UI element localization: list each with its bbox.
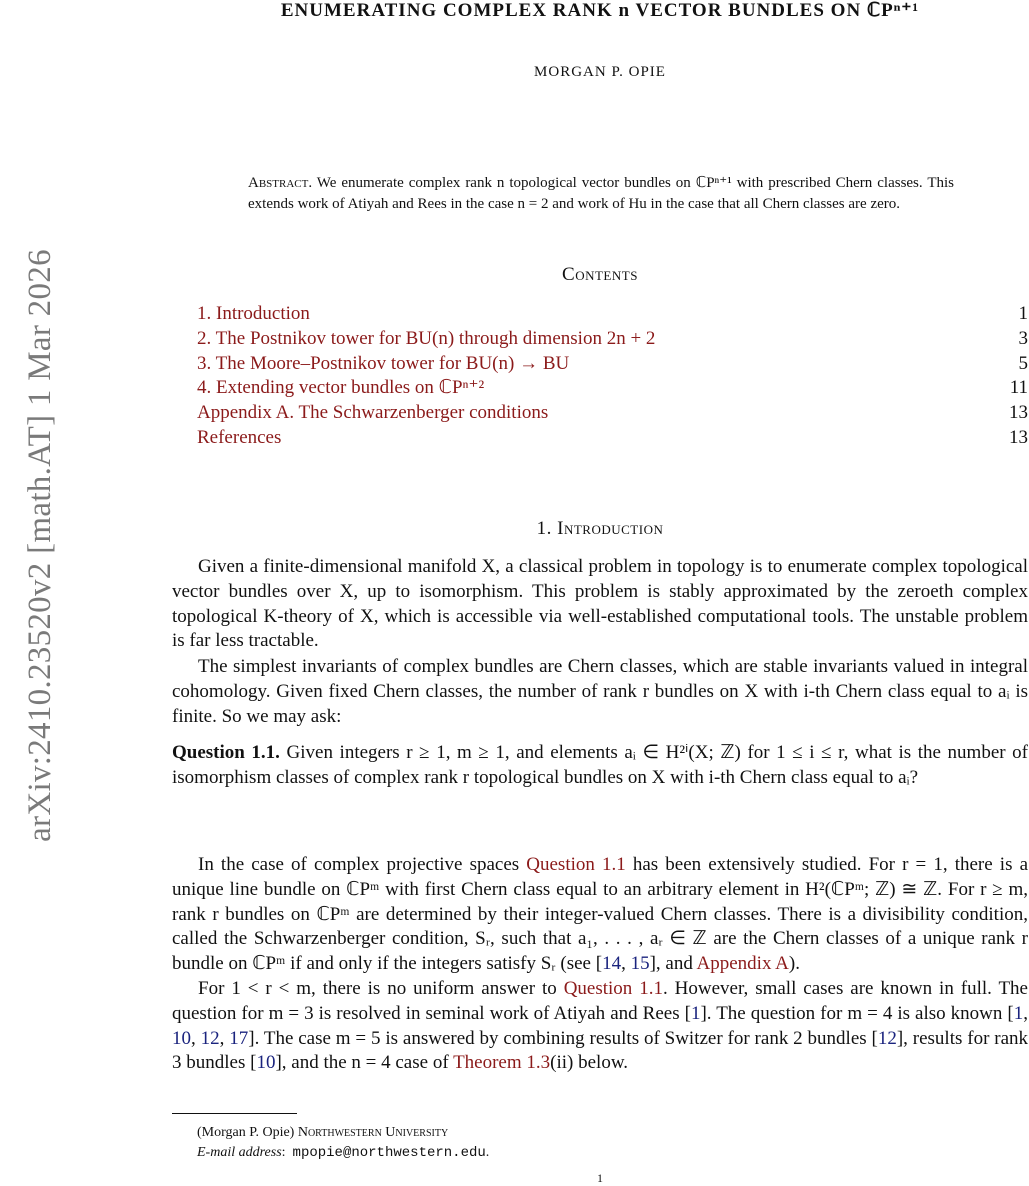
- toc-link[interactable]: 1. Introduction: [197, 303, 310, 324]
- question-ref-link[interactable]: Question 1.1: [526, 854, 626, 875]
- toc-item[interactable]: [197, 376, 1028, 401]
- arxiv-id: arXiv:2410.23520v2 [math.AT] 1 Mar 2026: [21, 248, 58, 842]
- question-ref-link[interactable]: Question 1.1: [563, 978, 663, 999]
- question-label: Question 1.1.: [172, 742, 280, 763]
- toc-item[interactable]: [197, 302, 1028, 327]
- citation-link[interactable]: 1: [1013, 1002, 1024, 1024]
- toc-link[interactable]: 3. The Moore–Postnikov tower for BU(n) → BU: [197, 352, 570, 374]
- citation-link[interactable]: 10: [172, 1027, 191, 1049]
- paper-title: ENUMERATING COMPLEX RANK n VECTOR BUNDLES ON ℂPⁿ⁺¹: [280, 0, 920, 21]
- toc-item[interactable]: [197, 426, 1028, 451]
- toc-link[interactable]: 2. The Postnikov tower for BU(n) through dimension 2n + 2: [197, 327, 656, 349]
- citation-link[interactable]: 14: [602, 953, 622, 975]
- text-run: ], and: [649, 953, 697, 975]
- question-text: Given integers r ≥ 1, m ≥ 1, and elements aᵢ ∈ H²ⁱ(X; ℤ) for 1 ≤ i ≤ r, what is the number of isomorphism classes of complex rank r topological bundles on X with i-th Chern class equal to aᵢ?: [172, 742, 1029, 788]
- text-run: ], and the n = 4 case of: [275, 1052, 454, 1074]
- paragraph: The simplest invariants of complex bundles are Chern classes, which are stable invariants valued in integral cohomology. Given fixed Chern classes, the number of rank r bundles on X with i-th Chern class equal to aᵢ is finite. So we may ask:: [172, 656, 1028, 727]
- footnote-email: [197, 1145, 489, 1161]
- affiliation-prefix: (Morgan P. Opie): [197, 1125, 298, 1140]
- arxiv-sidebar-stamp: [22, 160, 58, 930]
- paragraph: Given a finite-dimensional manifold X, a classical problem in topology is to enumerate complex topological vector bundles over X, up to isomorphism. This problem is stably approximated by the zeroeth complex topological K-theory of X, which is accessible via well-established computational tools. The unstable problem is far less tractable.: [172, 556, 1028, 652]
- citation-link[interactable]: 1: [690, 1002, 701, 1024]
- email-end: .: [485, 1145, 490, 1160]
- citation-link[interactable]: 12: [200, 1027, 220, 1049]
- footnote-affiliation: [197, 1125, 448, 1141]
- toc-item[interactable]: [197, 401, 1028, 426]
- citation-link[interactable]: 12: [877, 1027, 897, 1049]
- abstract-label: Abstract.: [248, 175, 313, 191]
- text-run: For 1 < r < m, there is no uniform answer to: [198, 978, 564, 999]
- question-block: [172, 741, 1028, 791]
- toc-page: 13: [1009, 402, 1028, 424]
- toc-item[interactable]: [197, 352, 1028, 377]
- paragraph: [172, 977, 1028, 1076]
- citation-link[interactable]: 15: [630, 953, 650, 975]
- toc-page: 1: [1018, 303, 1028, 324]
- email-address[interactable]: mpopie@northwestern.edu: [292, 1145, 486, 1161]
- text-run: ,: [219, 1027, 230, 1049]
- paragraph: [172, 853, 1028, 977]
- text-run: ,: [1023, 1002, 1028, 1024]
- page-number: 1: [597, 1171, 603, 1185]
- abstract: [248, 173, 954, 215]
- text-run: ]. The question for m = 4 is also known [: [700, 1002, 1014, 1024]
- email-label: E-mail address: [197, 1145, 282, 1160]
- theorem-ref-link[interactable]: Theorem 1.3: [453, 1052, 551, 1074]
- appendix-ref-link[interactable]: Appendix A: [696, 953, 789, 975]
- toc-page: 5: [1018, 352, 1028, 374]
- citation-link[interactable]: 10: [256, 1052, 276, 1074]
- toc-link[interactable]: 4. Extending vector bundles on ℂPⁿ⁺²: [197, 377, 485, 399]
- citation-link[interactable]: 17: [229, 1027, 249, 1049]
- toc-item[interactable]: [197, 327, 1028, 352]
- text-run: has been extensively studied. For r = 1, there is a unique line bundle on ℂPᵐ with first Chern class equal to an arbitrary element in H²(ℂPᵐ; ℤ) ≅ ℤ. For r ≥ m, rank r bundles on ℂPᵐ are determined by their integer-valued Chern classes. There is a divisibility condition, called the Schwarzenberger condition, Sᵣ, such that a₁, . . . , aᵣ ∈ ℤ are the Chern classes of a unique rank r bundle on ℂPᵐ if and only if the integers satisfy Sᵣ (see [: [172, 854, 1028, 975]
- table-of-contents: [197, 302, 1028, 451]
- toc-page: 11: [1009, 377, 1028, 399]
- email-sep: :: [281, 1145, 286, 1160]
- section-heading: 1. Introduction: [536, 518, 664, 539]
- text-run: ,: [621, 953, 631, 975]
- text-run: ).: [788, 953, 800, 975]
- text-run: In the case of complex projective spaces: [198, 854, 527, 875]
- abstract-text: We enumerate complex rank n topological vector bundles on ℂPⁿ⁺¹ with prescribed Chern classes. This extends work of Atiyah and Rees in the case n = 2 and work of Hu in the case that all Chern classes are zero.: [248, 175, 954, 212]
- text-run: (ii) below.: [550, 1052, 629, 1074]
- contents-title: Contents: [562, 264, 638, 285]
- paper-author: MORGAN P. OPIE: [534, 64, 666, 80]
- text-run: ]. The case m = 5 is answered by combining results of Switzer for rank 2 bundles [: [248, 1027, 878, 1049]
- affiliation-org: Northwestern University: [297, 1125, 449, 1140]
- toc-page: 3: [1018, 327, 1028, 349]
- text-run: . However, small cases are known in full. The question for m = 3 is resolved in seminal work of Atiyah and Rees [: [172, 978, 1028, 1024]
- toc-page: 13: [1009, 426, 1028, 448]
- footnote-rule: [172, 1113, 297, 1114]
- toc-link[interactable]: References: [197, 426, 282, 448]
- text-run: ,: [191, 1027, 201, 1049]
- text-run: ], results for rank 3 bundles [: [172, 1027, 1029, 1074]
- toc-link[interactable]: Appendix A. The Schwarzenberger conditions: [197, 402, 549, 424]
